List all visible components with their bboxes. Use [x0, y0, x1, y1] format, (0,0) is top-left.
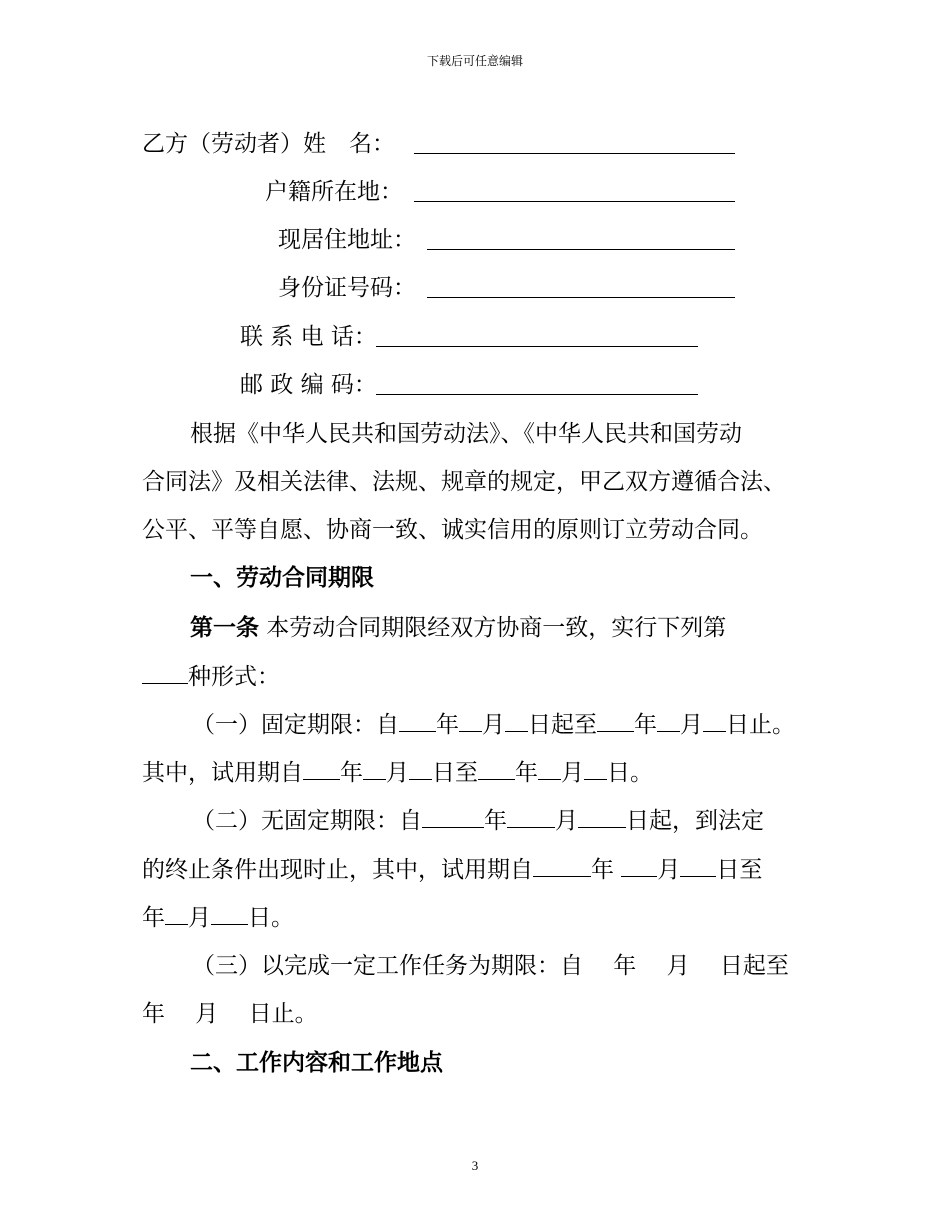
phone-field[interactable] [376, 346, 698, 347]
year-text: 年 [591, 857, 622, 883]
month-text: 月 [680, 712, 703, 738]
option-2-line-2 [142, 854, 762, 885]
blank-day[interactable] [211, 902, 248, 925]
year-text: 年 [436, 712, 459, 738]
page-number: 3 [471, 1158, 479, 1173]
year-text: 年 [484, 808, 507, 834]
address-field[interactable] [427, 249, 735, 250]
article-1-label: 第一条 [190, 615, 259, 641]
blank-day[interactable] [505, 709, 528, 732]
day-text: 日至 [716, 857, 763, 883]
postal-label: 邮 政 编 码： [240, 372, 377, 398]
blank-month[interactable] [621, 854, 657, 877]
blank-day[interactable] [584, 757, 607, 780]
month-text: 月 [561, 760, 584, 786]
blank-day[interactable] [578, 805, 626, 828]
option-2-line-3 [142, 902, 294, 933]
day-text: 日。 [248, 905, 294, 931]
month-text: 月 [386, 760, 409, 786]
intro-line-2: 合同法》及相关法律、法规、规章的规定，甲乙双方遵循合法、 [142, 469, 786, 495]
year-text: 年 [634, 712, 657, 738]
page-header-note: 下载后可任意编辑 [426, 54, 523, 68]
postal-code-field[interactable] [376, 394, 698, 395]
probation-label: 其中，试用期自 [142, 760, 303, 786]
article-1-line-2 [142, 661, 280, 692]
month-text: 月 [657, 857, 681, 883]
blank-month[interactable] [459, 709, 482, 732]
intro-line-1: 根据《中华人民共和国劳动法》、《中华人民共和国劳动 [190, 421, 742, 447]
option-1-line-2 [142, 757, 653, 788]
id-label: 身份证号码： [278, 275, 416, 301]
option-1-label: （一）固定期限：自 [192, 712, 399, 738]
month-text: 月 [555, 808, 578, 834]
blank-month[interactable] [507, 805, 555, 828]
termination-text: 的终止条件出现时止，其中，试用期自 [142, 857, 533, 883]
blank-month[interactable] [363, 757, 386, 780]
day-text: 日起，到法定 [626, 808, 764, 834]
phone-label: 联 系 电 话： [240, 324, 377, 350]
blank-month[interactable] [538, 757, 561, 780]
month-text: 月 [188, 905, 211, 931]
blank-year[interactable] [533, 854, 591, 877]
year-text: 年 [142, 905, 165, 931]
day-text: 日止。 [726, 712, 795, 738]
form-choice-blank[interactable] [142, 661, 188, 684]
huji-label: 户籍所在地： [265, 179, 403, 205]
day-text: 日。 [607, 760, 653, 786]
blank-month[interactable] [657, 709, 680, 732]
article-1-text: 本劳动合同期限经双方协商一致，实行下列第 [259, 615, 727, 641]
name-field[interactable] [414, 153, 735, 154]
blank-year[interactable] [597, 709, 634, 732]
blank-day[interactable] [680, 854, 716, 877]
option-2-line-1 [192, 805, 764, 836]
huji-field[interactable] [414, 201, 735, 202]
blank-day[interactable] [703, 709, 726, 732]
blank-month[interactable] [165, 902, 188, 925]
name-label: 乙方（劳动者）姓 名： [142, 131, 395, 157]
id-number-field[interactable] [427, 297, 735, 298]
blank-year[interactable] [303, 757, 340, 780]
blank-day[interactable] [409, 757, 432, 780]
month-text: 月 [482, 712, 505, 738]
article-1-line-1 [190, 613, 726, 643]
option-2-label: （二）无固定期限：自 [192, 808, 422, 834]
day-text: 日至 [432, 760, 478, 786]
blank-year[interactable] [422, 805, 484, 828]
form-choice-text: 种形式： [188, 664, 280, 690]
year-text: 年 [515, 760, 538, 786]
option-1-line-1 [192, 709, 795, 740]
option-3-line-1: （三）以完成一定工作任务为期限：自 年 月 日起至 [192, 953, 789, 979]
address-label: 现居住地址： [278, 227, 416, 253]
blank-year[interactable] [399, 709, 436, 732]
section-1-title: 一、劳动合同期限 [190, 565, 374, 591]
day-text: 日起至 [528, 712, 597, 738]
intro-line-3: 公平、平等自愿、协商一致、诚实信用的原则订立劳动合同。 [142, 517, 763, 543]
option-3-line-2: 年 月 日止。 [142, 1001, 318, 1027]
blank-year[interactable] [478, 757, 515, 780]
section-2-title: 二、工作内容和工作地点 [190, 1050, 443, 1076]
year-text: 年 [340, 760, 363, 786]
